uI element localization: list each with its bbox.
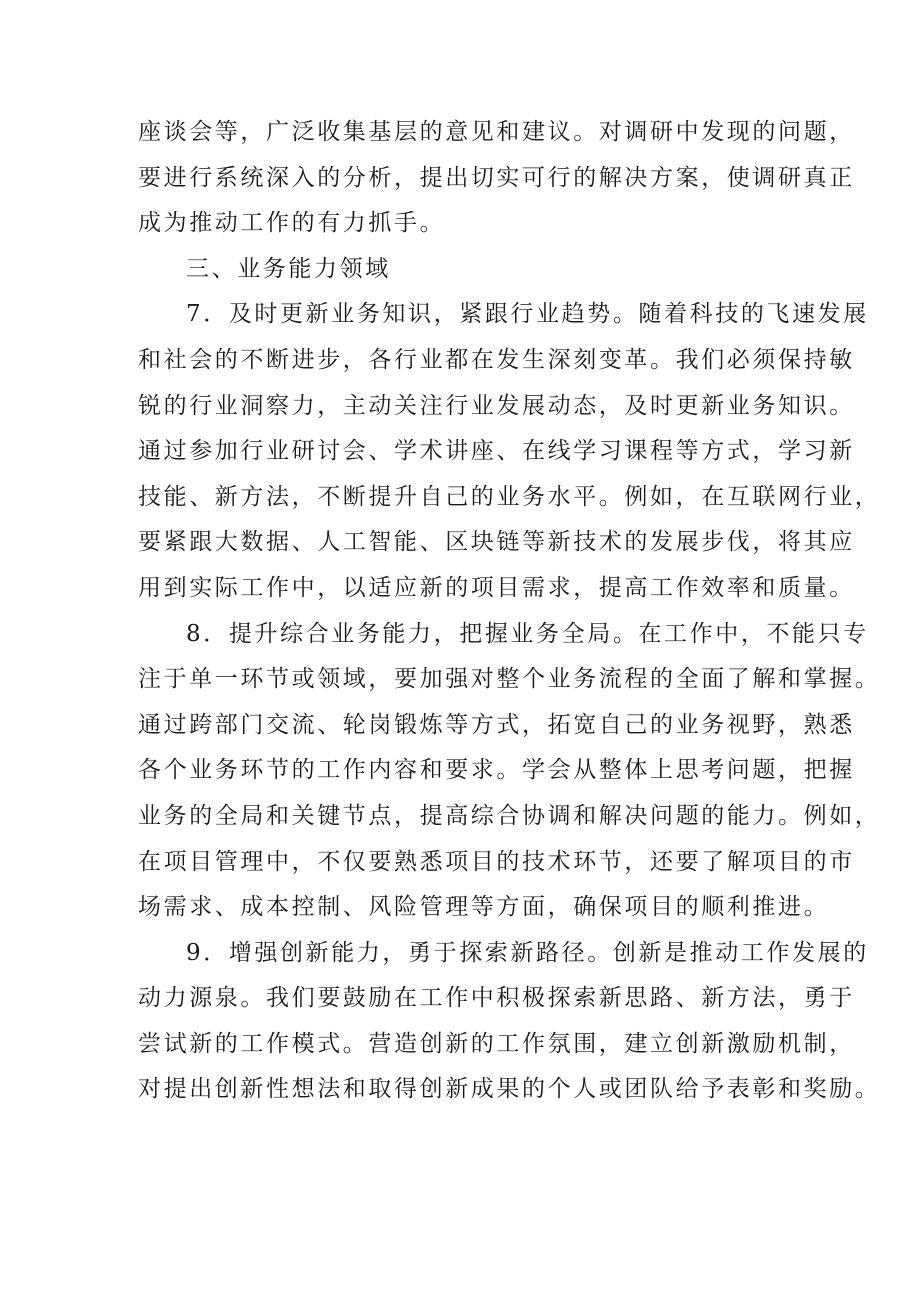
- paragraph-first-line: 7．及时更新业务知识，紧跟行业趋势。随着科技的飞速发展: [186, 301, 869, 328]
- paragraph-first-line: 9．增强创新能力，勇于探索新路径。创新是推动工作发展的: [186, 939, 869, 966]
- text-line: 对提出创新性想法和取得创新成果的个人或团队给予表彰和奖励。: [138, 1076, 881, 1103]
- paragraph-first-line: 8．提升综合业务能力，把握业务全局。在工作中，不能只专: [186, 620, 869, 647]
- text-line: 尝试新的工作模式。营造创新的工作氛围，建立创新激励机制，: [138, 1030, 855, 1057]
- text-line: 业务的全局和关键节点，提高综合协调和解决问题的能力。例如，: [138, 802, 881, 829]
- paragraph-first-line: 三、业务能力领域: [186, 255, 391, 282]
- text-line: 座谈会等，广泛收集基层的意见和建议。对调研中发现的问题，: [138, 119, 855, 145]
- text-line: 动力源泉。我们要鼓励在工作中积极探索新思路、新方法，勇于: [138, 985, 855, 1012]
- text-line: 和社会的不断进步，各行业都在发生深刻变革。我们必须保持敏: [138, 346, 855, 373]
- text-line: 各个业务环节的工作内容和要求。学会从整体上思考问题，把握: [138, 757, 855, 784]
- text-line: 成为推动工作的有力抓手。: [138, 210, 446, 237]
- text-line: 通过参加行业研讨会、学术讲座、在线学习课程等方式，学习新: [138, 438, 855, 465]
- text-line: 在项目管理中，不仅要熟悉项目的技术环节，还要了解项目的市: [138, 848, 855, 875]
- text-line: 要进行系统深入的分析，提出切实可行的解决方案，使调研真正: [138, 164, 855, 191]
- text-line: 用到实际工作中，以适应新的项目需求，提高工作效率和质量。: [138, 574, 855, 601]
- text-line: 技能、新方法，不断提升自己的业务水平。例如，在互联网行业，: [138, 483, 881, 510]
- text-line: 场需求、成本控制、风险管理等方面，确保项目的顺利推进。: [138, 894, 830, 921]
- body-text: [138, 110, 881, 1113]
- text-line: 要紧跟大数据、人工智能、区块链等新技术的发展步伐，将其应: [138, 529, 855, 556]
- text-line: 通过跨部门交流、轮岗锻炼等方式，拓宽自己的业务视野，熟悉: [138, 711, 855, 738]
- text-line: 注于单一环节或领域，要加强对整个业务流程的全面了解和掌握。: [138, 666, 881, 693]
- text-line: 锐的行业洞察力，主动关注行业发展动态，及时更新业务知识。: [138, 392, 855, 419]
